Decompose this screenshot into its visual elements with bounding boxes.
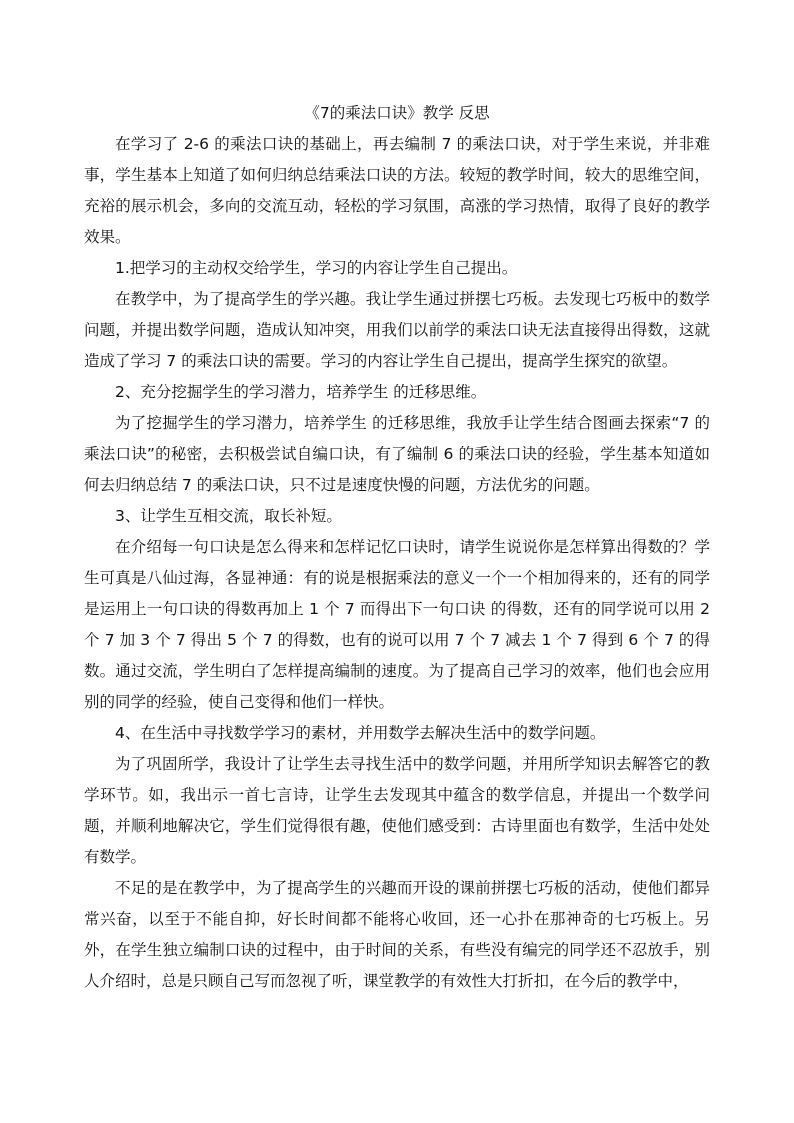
heading-point-2: 2、充分挖掘学生的学习潜力，培养学生 的迁移思维。	[115, 383, 487, 401]
document-page	[84, 98, 710, 997]
paragraph-point-4: 为了巩固所学，我设计了让学生去寻找生活中的数学问题，并用所学知识去解答它的教学环节。如，我出示一首七言诗，让学生去发现其中蕴含的数学信息，并提出一个数学问题，并顺利地解决它，学生们觉得很有趣，使他们感受到：古诗里面也有数学，生活中处处有数学。	[84, 755, 710, 866]
paragraph-point-3: 在介绍每一句口诀是怎么得来和怎样记忆口诀时，请学生说说你是怎样算出得数的？学生可真是八仙过海，各显神通：有的说是根据乘法的意义一个一个相加得来的，还有的同学是运用上一句口诀的得数再加上 1 个 7 而得出下一句口诀 的得数，还有的同学说可以用 2 个 7 加 3 个 7 得出 5 个 7 的得数，也有的说可以用 7 个 7 减去 1 个 7 得到 6 个 7 的得数。通过交流，学生明白了怎样提高编制的速度。为了提高自己学习的效率，他们也会应用别的同学的经验，使自己变得和他们一样快。	[84, 538, 710, 711]
heading-point-4: 4、在生活中寻找数学学习的素材，并用数学去解决生活中的数学问题。	[115, 724, 606, 742]
document-title: 《7的乘法口诀》教学 反思	[304, 104, 490, 122]
paragraph-intro: 在学习了 2-6 的乘法口诀的基础上，再去编制 7 的乘法口诀，对于学生来说，并非难事，学生基本上知道了如何归纳总结乘法口诀的方法。较短的教学时间，较大的思维空间，充裕的展示机会，多向的交流互动，轻松的学习氛围，高涨的学习热情，取得了良好的教学效果。	[84, 135, 710, 246]
paragraph-point-1: 在教学中，为了提高学生的学兴趣。我让学生通过拼摆七巧板。去发现七巧板中的数学问题，并提出数学问题，造成认知冲突，用我们以前学的乘法口诀无法直接得出得数，这就造成了学习 7 的乘法口诀的需要。学习的内容让学生自己提出，提高学生探究的欲望。	[84, 290, 710, 370]
paragraph-point-2: 为了挖掘学生的学习潜力，培养学生 的迁移思维，我放手让学生结合图画去探索“7 的乘法口诀”的秘密，去积极尝试自编口诀，有了编制 6 的乘法口诀的经验，学生基本知道如何去归纳总结 7 的乘法口诀，只不过是速度快慢的问题，方法优劣的问题。	[84, 414, 710, 494]
heading-point-1: 1.把学习的主动权交给学生，学习的内容让学生自己提出。	[115, 259, 518, 277]
paragraph-shortcomings: 不足的是在教学中，为了提高学生的兴趣而开设的课前拼摆七巧板的活动，使他们都异常兴奋，以至于不能自抑，好长时间都不能将心收回，还一心扑在那神奇的七巧板上。另外，在学生独立编制口诀的过程中，由于时间的关系，有些没有编完的同学还不忍放手，别人介绍时，总是只顾自己写而忽视了听，课堂教学的有效性大打折扣，在今后的教学中，	[84, 879, 710, 990]
heading-point-3: 3、让学生互相交流，取长补短。	[115, 507, 342, 525]
